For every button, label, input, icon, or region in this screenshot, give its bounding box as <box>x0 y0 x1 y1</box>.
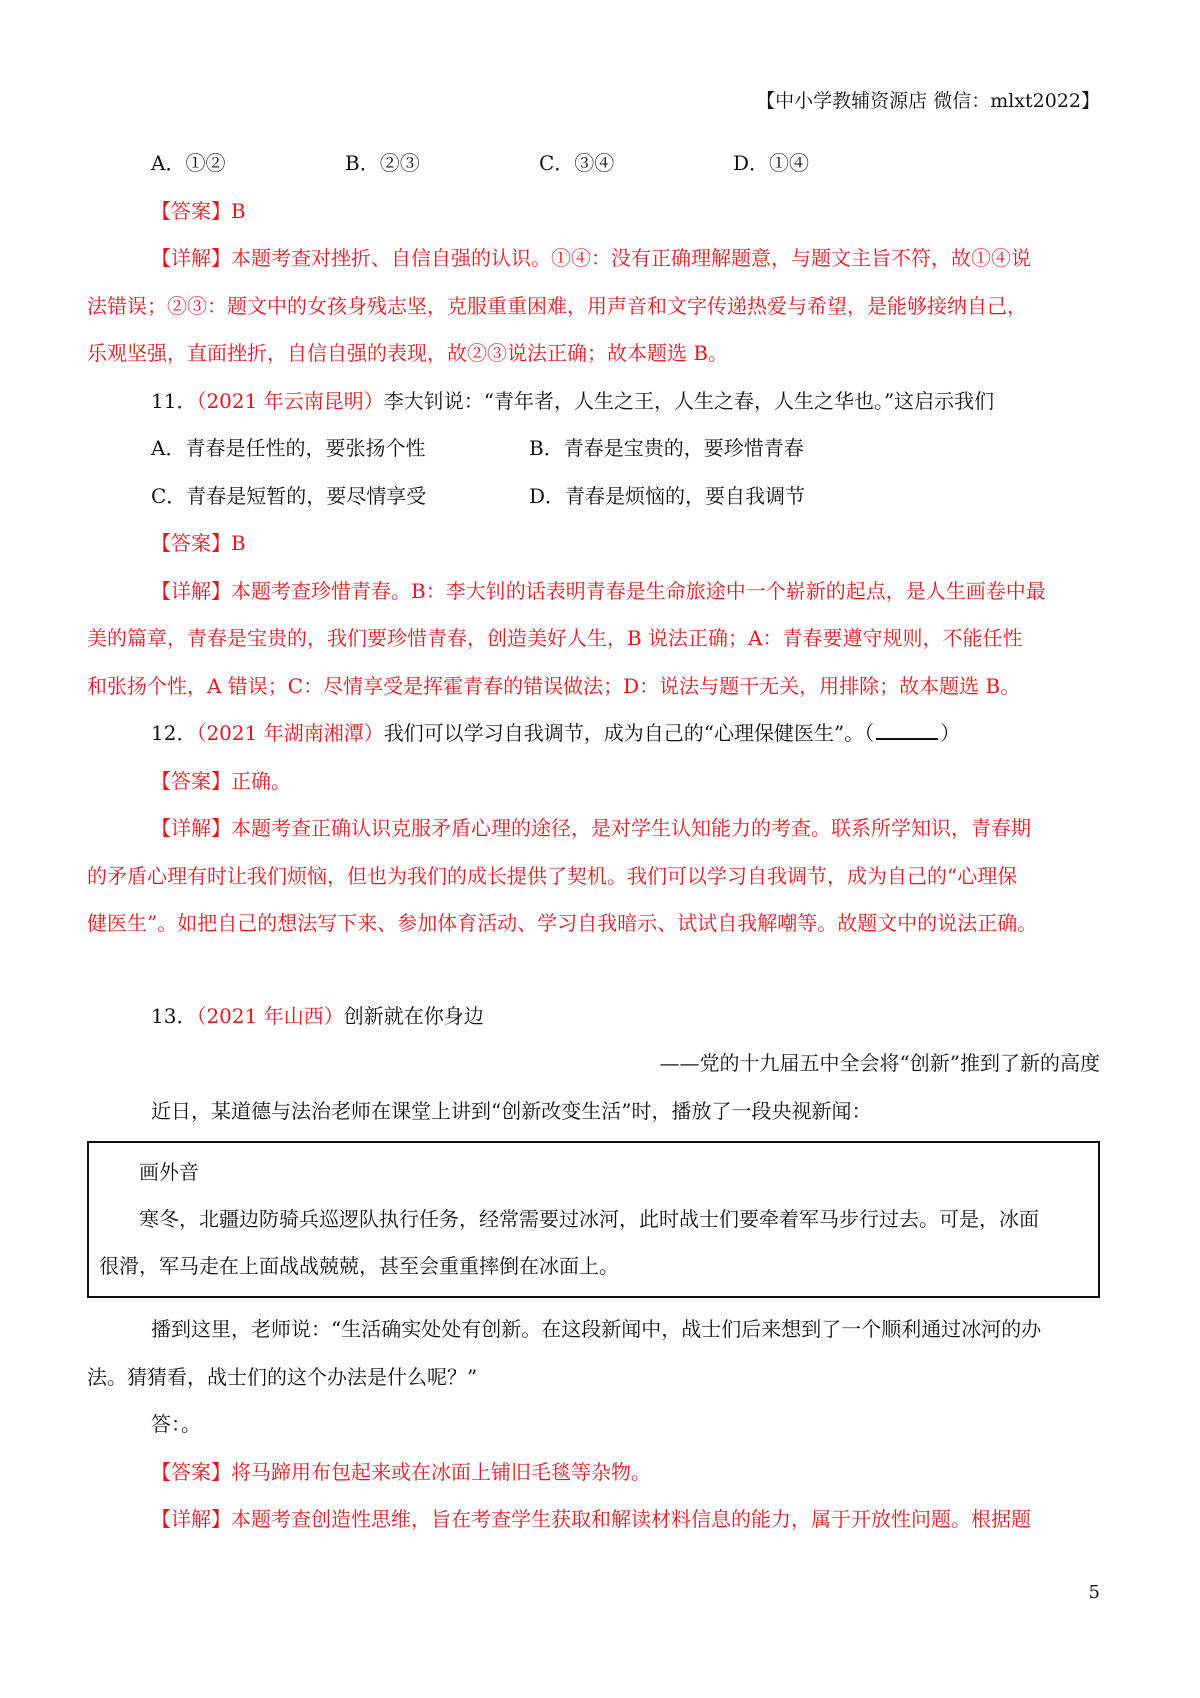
q13-source: （2021 年山西） <box>196 1003 344 1028</box>
box-title: 画外音 <box>139 1160 199 1184</box>
q12-detail-line: 【详解】本题考查正确认识克服矛盾心理的途径，是对学生认知能力的考查。联系所学知识，青春期 <box>151 816 1031 840</box>
q10-detail-line: 法错误；②③：题文中的女孩身残志坚，克服重重困难，用声音和文字传递热爱与希望，是能够接纳自己， <box>87 293 1027 318</box>
q11-detail-line: 美的篇章，青春是宝贵的，我们要珍惜青春，创造美好人生，B 说法正确；A：青春要遵守规则，不能任性 <box>87 626 1023 650</box>
q12-stem <box>87 710 1100 758</box>
q10-detail-line: 乐观坚强，直面挫折，自信自强的表现，故②③说法正确；故本题选 B。 <box>87 341 729 365</box>
q10-detail-line: 【详解】本题考查对挫折、自信自强的认识。①④：没有正确理解题意，与题文主旨不符，故①④说 <box>151 246 1031 270</box>
q13-after-line: 法。猜猜看，战士们的这个办法是什么呢？” <box>87 1364 478 1389</box>
q11-answer: 【答案】B <box>151 531 246 555</box>
q12-answer-blank <box>876 716 938 740</box>
q12-answer: 【答案】正确。 <box>151 768 291 793</box>
q11-options-row-1 <box>87 425 1100 473</box>
q13-intro: 近日，某道德与法治老师在课堂上讲到“创新改变生活”时，播放了一段央视新闻： <box>151 1098 872 1123</box>
q12-stem-text: 我们可以学习自我调节，成为自己的“心理保健医生”。（ <box>383 721 875 745</box>
q10-answer: 【答案】B <box>151 198 246 223</box>
page-header: 【中小学教辅资源店 微信：mlxt2022】 <box>756 90 1100 112</box>
q11-stem <box>87 378 1100 426</box>
q13-subtitle: ——党的十九届五中全会将“创新”推到了新的高度 <box>659 1051 1100 1075</box>
page-number: 5 <box>1088 1582 1100 1603</box>
q10-options <box>87 140 1100 188</box>
q11-option-d: D．青春是烦恼的，要自我调节 <box>529 483 806 508</box>
q12-stem-end: ） <box>940 721 961 745</box>
q11-source: （2021 年云南昆明） <box>196 388 384 413</box>
q11-option-a: A．青春是任性的，要张扬个性 <box>151 436 426 460</box>
q10-option-d: D．①④ <box>733 151 810 175</box>
q12-number: 12． <box>151 721 197 745</box>
q13-after-line: 播到这里，老师说：“生活确实处处有创新。在这段新闻中，战士们后来想到了一个顺利通过冰河的办 <box>151 1317 1042 1341</box>
q11-options-row-2 <box>87 473 1100 521</box>
q11-number: 11． <box>151 388 197 413</box>
q11-option-c: C．青春是短暂的，要尽情享受 <box>151 483 427 508</box>
q10-option-c: C．③④ <box>539 151 615 175</box>
q10-option-b: B．②③ <box>345 151 420 175</box>
q13-stem <box>87 993 1100 1041</box>
q12-source: （2021 年湖南湘潭） <box>196 721 384 745</box>
q11-detail-line: 【详解】本题考查珍惜青春。B：李大钊的话表明青春是生命旅途中一个崭新的起点，是人生画卷中最 <box>151 578 1046 603</box>
q11-option-b: B．青春是宝贵的，要珍惜青春 <box>529 436 804 460</box>
box-line: 很滑，军马走在上面战战兢兢，甚至会重重摔倒在冰面上。 <box>99 1254 619 1278</box>
news-voiceover-box <box>87 1141 1100 1298</box>
box-line: 寒冬，北疆边防骑兵巡逻队执行任务，经常需要过冰河，此时战士们要牵着军马步行过去。可是，冰面 <box>139 1207 1039 1231</box>
section-spacer <box>87 948 1100 993</box>
q12-detail-line: 的矛盾心理有时让我们烦恼，但也为我们的成长提供了契机。我们可以学习自我调节，成为自己的“心理保 <box>87 863 1018 888</box>
q11-detail-line: 和张扬个性，A 错误；C：尽情享受是挥霍青春的错误做法；D：说法与题干无关，用排除；故本题选 B。 <box>87 673 1021 698</box>
q11-stem-text: 李大钊说：“青年者，人生之王，人生之春，人生之华也。”这启示我们 <box>383 388 995 413</box>
q13-stem-text: 创新就在你身边 <box>343 1003 484 1028</box>
q13-detail-line: 【详解】本题考查创造性思维，旨在考查学生获取和解读材料信息的能力，属于开放性问题。根据题 <box>151 1507 1031 1531</box>
q10-option-a: A．①② <box>151 151 226 175</box>
page-content <box>87 140 1100 1544</box>
q12-detail-line: 健医生”。如把自己的想法写下来、参加体育活动、学习自我暗示、试试自我解嘲等。故题文中的说法正确。 <box>87 911 1038 935</box>
q13-answer: 【答案】将马蹄用布包起来或在冰面上铺旧毛毯等杂物。 <box>151 1459 651 1484</box>
q13-reply: 答：。 <box>151 1412 201 1436</box>
q13-number: 13． <box>151 1003 197 1028</box>
